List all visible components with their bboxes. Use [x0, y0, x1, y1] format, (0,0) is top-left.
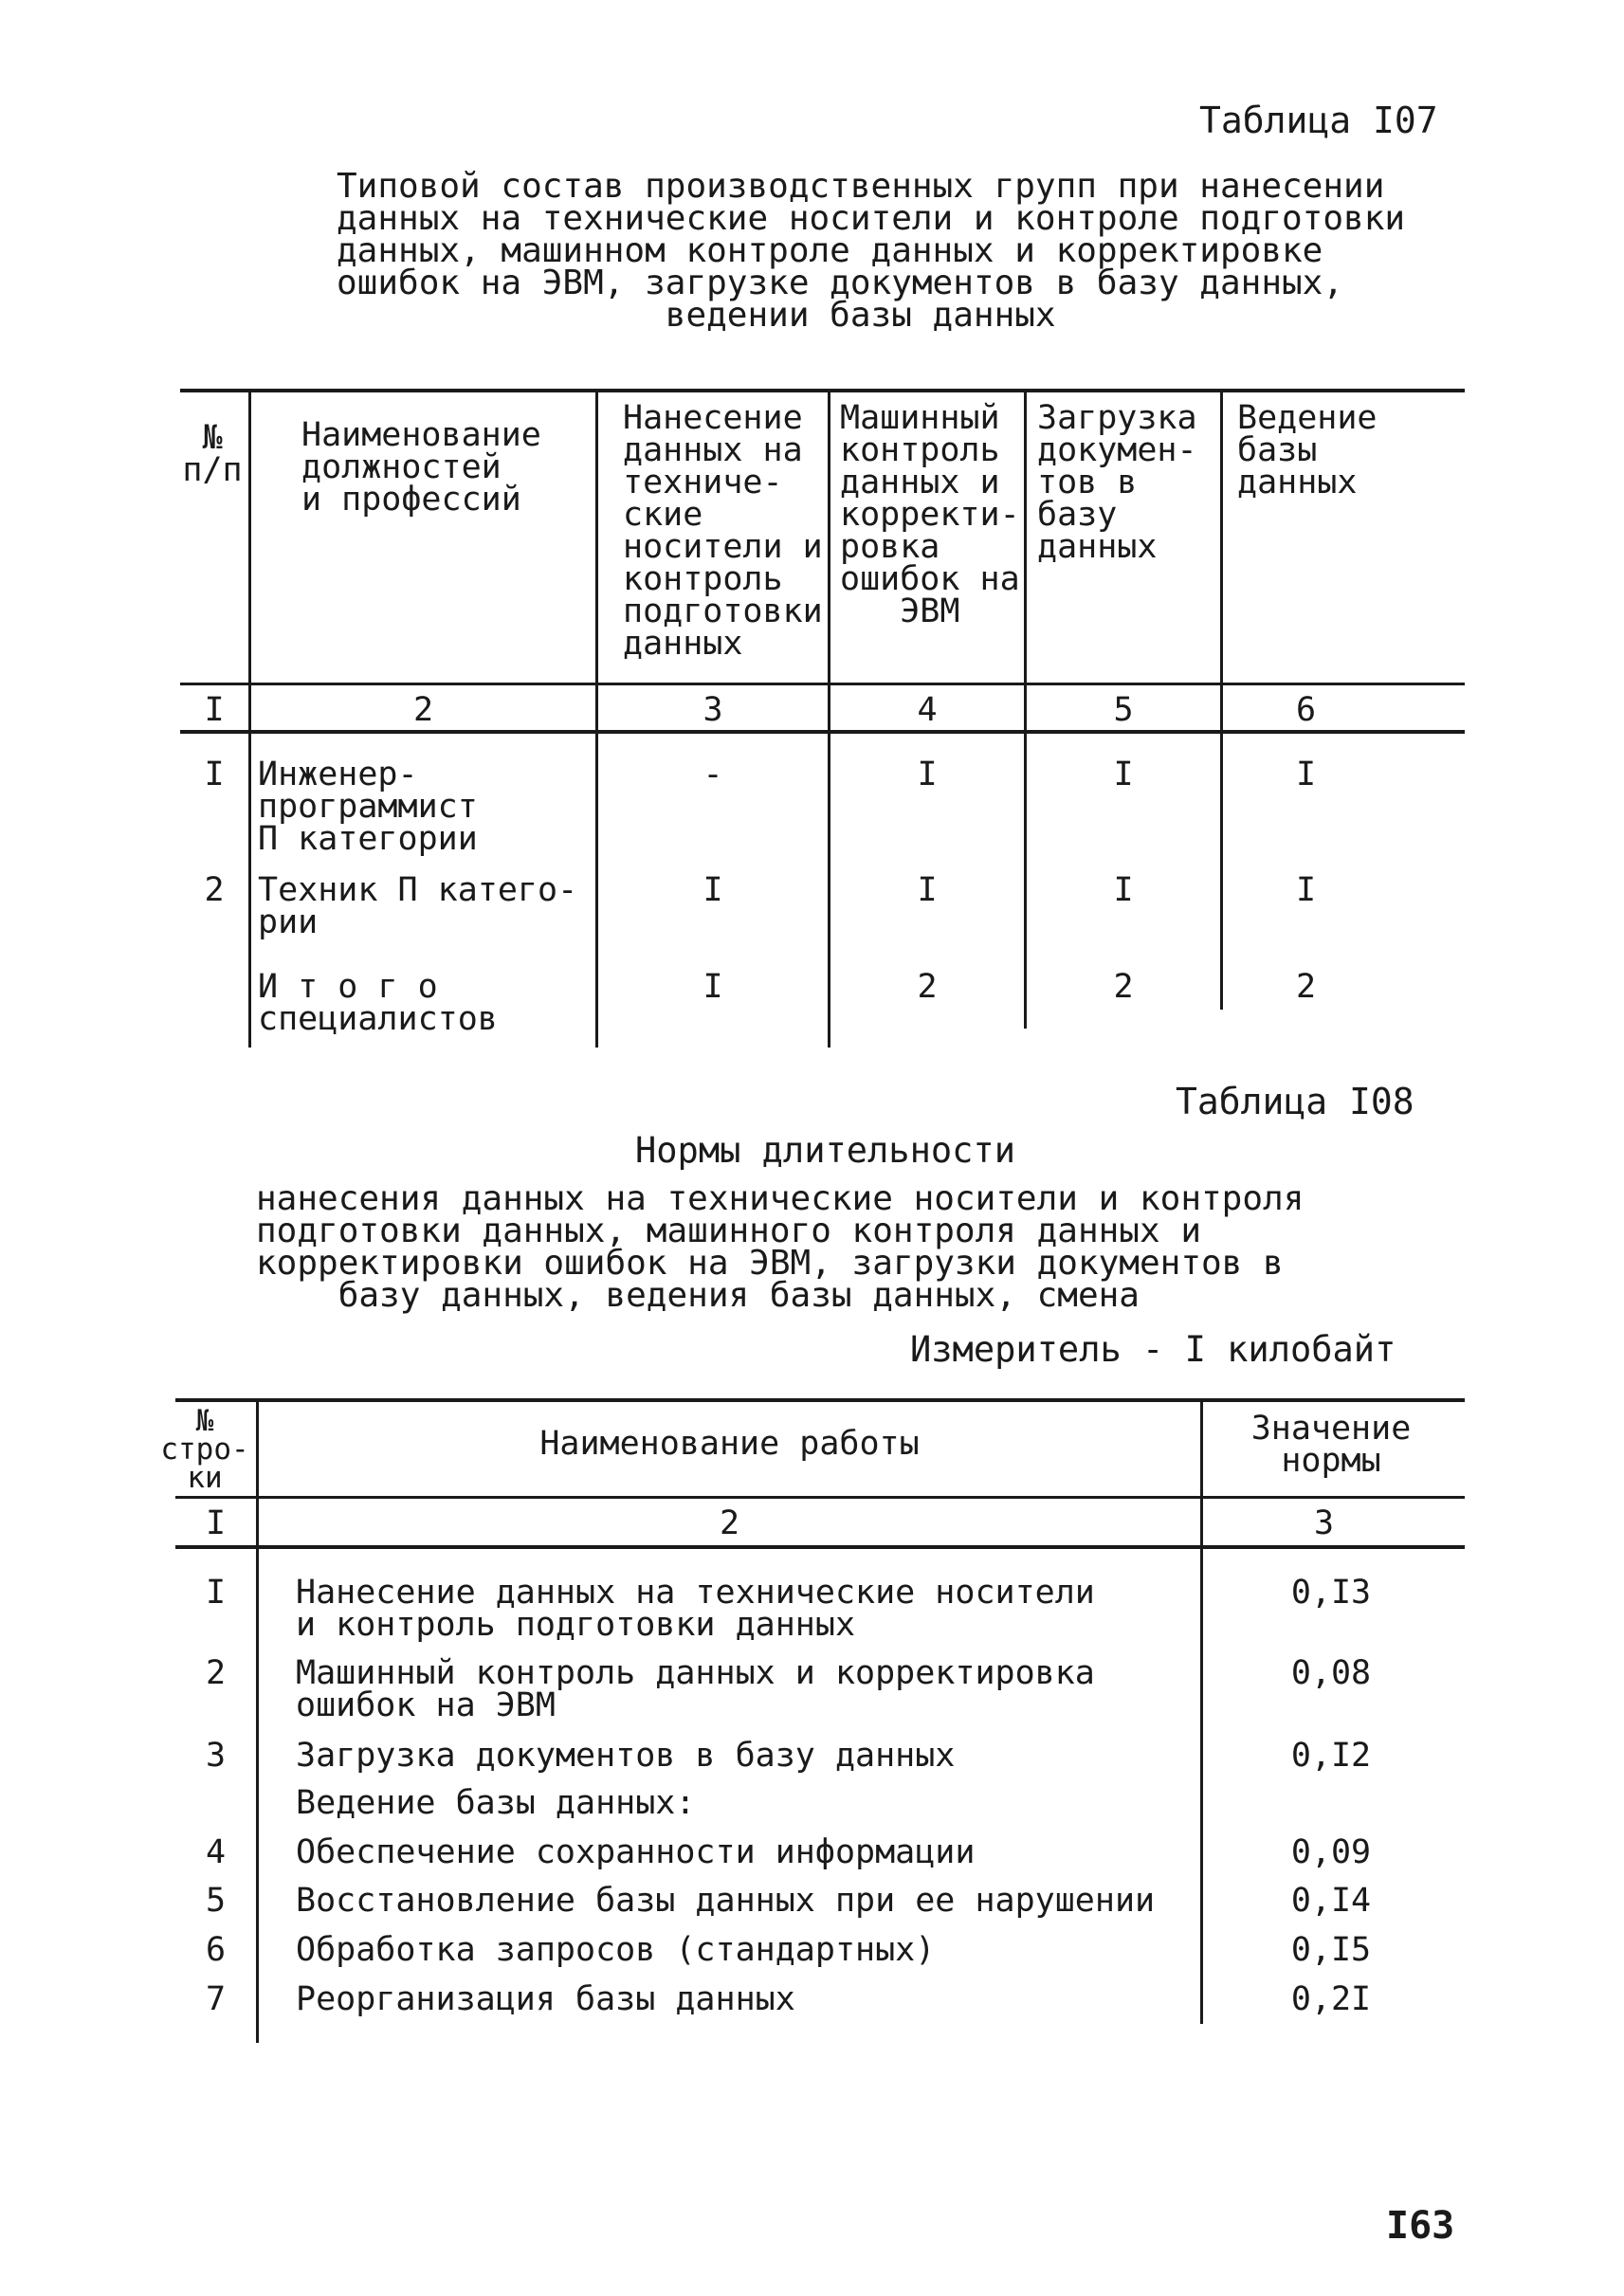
table-108-row-group-name: Ведение базы данных:	[296, 1784, 696, 1822]
table-108-top-rule	[175, 1398, 1465, 1402]
table-107-header-num: № п/п	[182, 419, 243, 489]
table-107-row-1-num: I	[204, 756, 225, 793]
table-108-row-6-name: Обработка запросов (стандартных)	[296, 1931, 936, 1969]
table-108-header-value: Значение нормы	[1250, 1410, 1412, 1480]
table-107-row-1-col6: I	[1295, 756, 1317, 793]
table-107-colnum-3: 3	[703, 691, 723, 729]
table-107-header-col5: Загрузка докумен- тов в базу данных	[1037, 399, 1197, 566]
table-107-row-total-col4: 2	[917, 968, 938, 1006]
table-108-row-1-value: 0,I3	[1290, 1574, 1372, 1612]
table-107-colnum-6: 6	[1295, 691, 1317, 729]
table-107-row-2-num: 2	[204, 871, 225, 909]
table-108-row-3-value: 0,I2	[1290, 1737, 1372, 1775]
table-107-row-2-col6: I	[1295, 871, 1317, 909]
table-108-row-6-value: 0,I5	[1290, 1931, 1372, 1969]
table-108-unit: Измеритель - I килобайт	[910, 1329, 1396, 1370]
table-107-label: Таблица I07	[1199, 100, 1438, 141]
table-108-row-7-num: 7	[205, 1980, 227, 2018]
table-108-colnum-3: 3	[1313, 1504, 1335, 1542]
table-107-row-2-name: Техник П катего- рии	[258, 871, 578, 941]
table-107-row-1-name: Инженер- программист П категории	[258, 756, 478, 858]
table-108-row-4-num: 4	[205, 1833, 227, 1871]
table-107-title: Типовой состав производственных групп при нанесении данных на технические носители и контроле подготовки данных, машинном контроле данных и корректировке ошибок на ЭВМ, загрузке документов в базу данных, ведении базы данных	[337, 167, 1406, 335]
table-107-top-rule	[180, 389, 1465, 392]
table-107-row-2-col4: I	[917, 871, 938, 909]
table-108-subtitle: нанесения данных на технические носители и контроля подготовки данных, машинного контроля данных и корректировки ошибок на ЭВМ, загрузки документов в базу данных, ведения базы данных, смена	[256, 1179, 1305, 1315]
table-108-colnum-1: I	[205, 1504, 227, 1542]
table-108-row-5-name: Восстановление базы данных при ее нарушении	[296, 1882, 1156, 1920]
table-108-row-2-value: 0,08	[1290, 1654, 1372, 1692]
table-108-row-5-value: 0,I4	[1290, 1882, 1372, 1920]
table-107-row-total-col3: I	[703, 968, 723, 1006]
table-107-row-1-col5: I	[1113, 756, 1134, 793]
table-108-label: Таблица I08	[1176, 1081, 1414, 1122]
table-108-row-2-num: 2	[205, 1654, 227, 1692]
table-107-header-rule	[180, 683, 1465, 685]
table-108-row-3-name: Загрузка документов в базу данных	[296, 1737, 956, 1775]
table-108-row-1-num: I	[205, 1574, 227, 1612]
table-107-header-col4: Машинный контроль данных и корректи- ровка ошибок на ЭВМ	[840, 399, 1020, 630]
table-108-header-rule	[175, 1496, 1465, 1499]
table-108-row-1-name: Нанесение данных на технические носители и контроль подготовки данных	[296, 1574, 1095, 1644]
table-108-row-6-num: 6	[205, 1931, 227, 1969]
table-108-col-divider-1	[256, 1398, 259, 2043]
page-number: I63	[1386, 2204, 1455, 2248]
table-108-header-num: № стро- ки	[160, 1404, 249, 1495]
table-107-row-total-name: И т о г о специалистов	[258, 968, 498, 1038]
table-107-row-1-col4: I	[917, 756, 938, 793]
table-108-row-2-name: Машинный контроль данных и корректировка ошибок на ЭВМ	[296, 1654, 1095, 1724]
table-108-row-4-name: Обеспечение сохранности информации	[296, 1833, 976, 1871]
table-107-header-col6: Ведение базы данных	[1237, 399, 1378, 501]
table-107-colnum-2: 2	[412, 691, 434, 729]
table-107-colnum-5: 5	[1113, 691, 1134, 729]
table-107-header-name: Наименование должностей и профессий	[301, 416, 541, 519]
table-107-header-col3: Нанесение данных на техниче- ские носители и контроль подготовки данных	[623, 399, 823, 663]
table-107-row-total-col5: 2	[1113, 968, 1134, 1006]
table-108-colnum-2: 2	[719, 1504, 740, 1542]
table-108-heading: Нормы длительности	[635, 1130, 1015, 1171]
table-107-colnum-4: 4	[917, 691, 938, 729]
table-108-row-7-name: Реорганизация базы данных	[296, 1980, 795, 2018]
table-108-row-4-value: 0,09	[1290, 1833, 1372, 1871]
table-107-colnum-rule	[180, 730, 1465, 734]
table-108-row-3-num: 3	[205, 1737, 227, 1775]
table-107-row-2-col3: I	[703, 871, 723, 909]
table-107-row-2-col5: I	[1113, 871, 1134, 909]
table-107-row-1-col3: -	[703, 756, 723, 793]
table-108-colnum-rule	[175, 1545, 1465, 1549]
table-107-row-total-col6: 2	[1295, 968, 1317, 1006]
table-108-header-name: Наименование работы	[539, 1425, 920, 1463]
table-108-col-divider-2	[1200, 1398, 1203, 2024]
table-108-row-5-num: 5	[205, 1882, 227, 1920]
table-108-row-7-value: 0,2I	[1290, 1980, 1372, 2018]
table-107-colnum-1: I	[204, 691, 225, 729]
